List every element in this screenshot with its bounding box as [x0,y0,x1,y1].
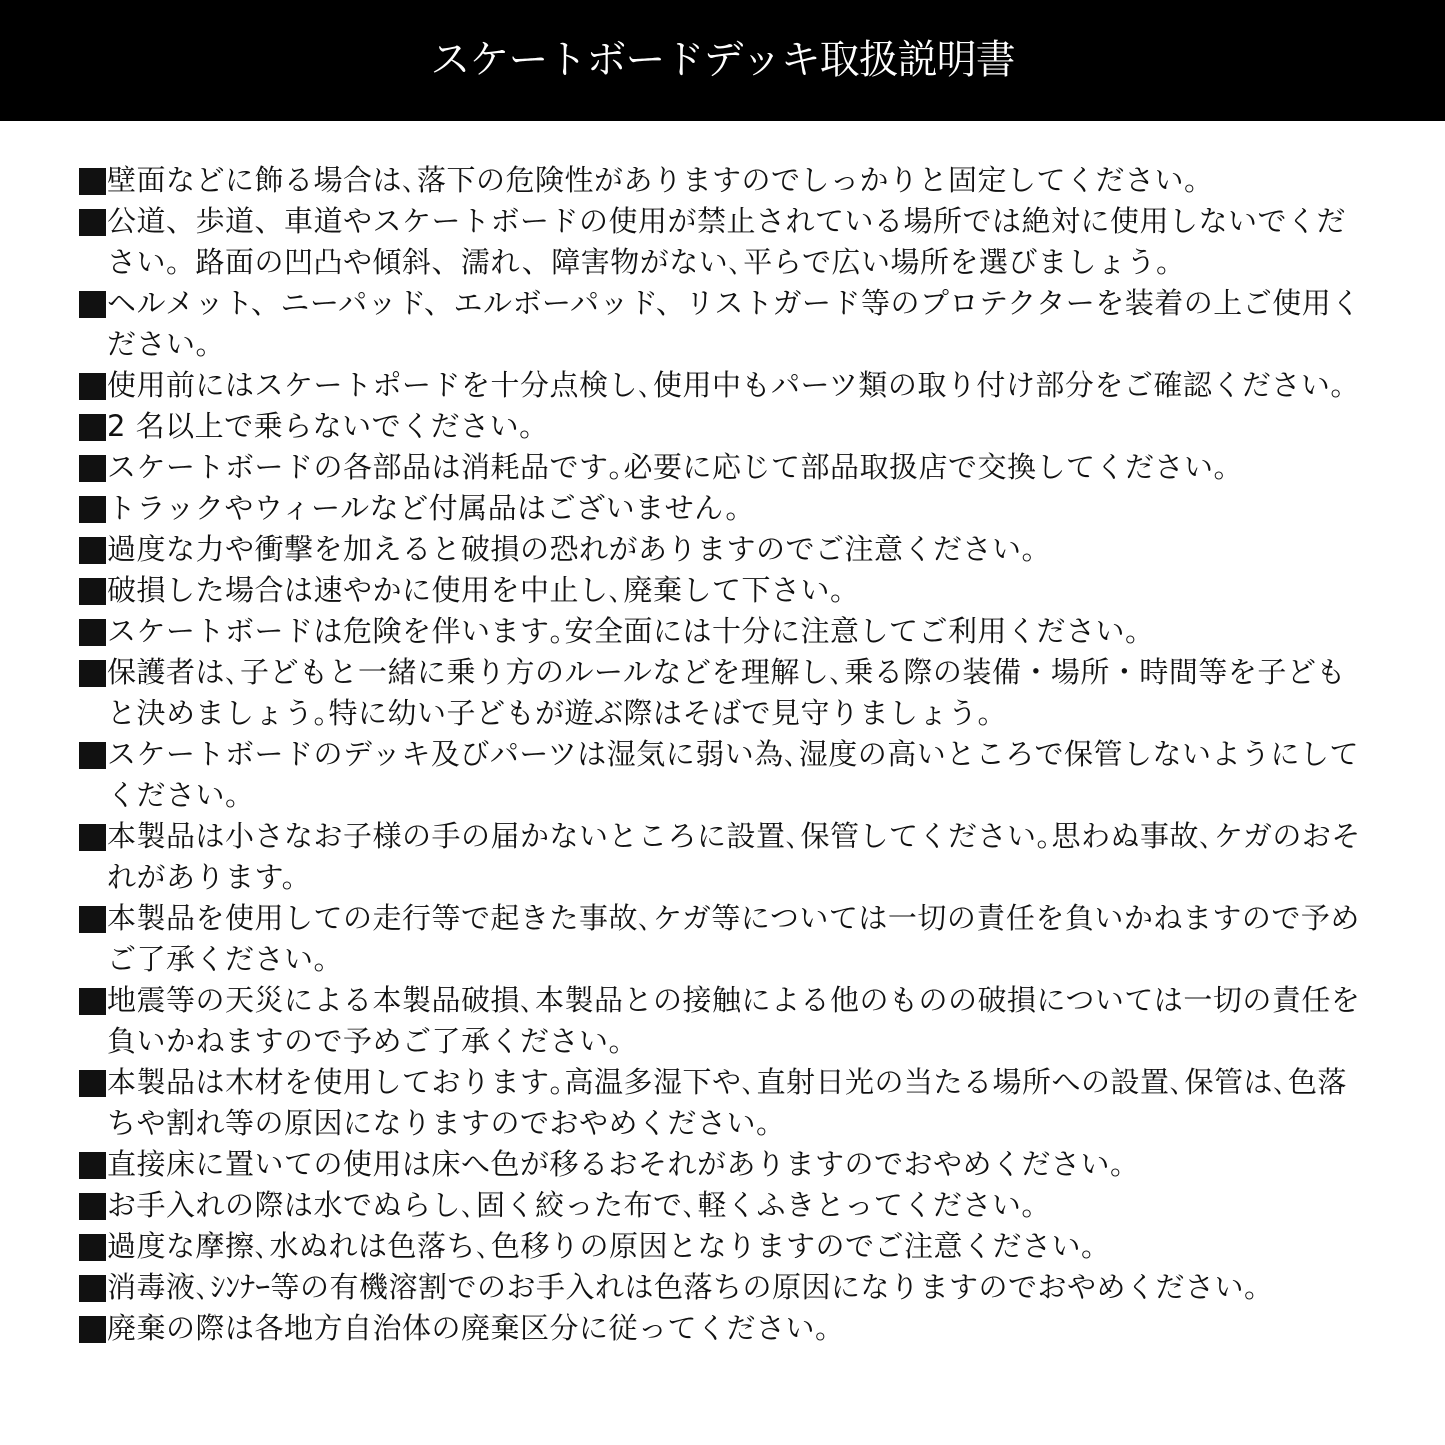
caution-item [78,1267,1368,1308]
square-bullet-icon [78,980,107,1021]
square-bullet-icon [78,283,107,324]
caution-item [78,1062,1368,1144]
caution-text: 破損した場合は速やかに使用を中止し､廃棄して下さい。 [107,573,860,607]
caution-text: 本製品を使用しての走行等で起きた事故､ケガ等については一切の責任を負いかねますので予めご了承ください。 [107,901,1360,976]
caution-text: 本製品は小さなお子様の手の届かないところに設置､保管してください｡思わぬ事故､ケガのおそれがあります。 [107,819,1361,894]
page-title: スケートボードデッキ取扱説明書 [430,36,1015,83]
caution-text: 廃棄の際は各地方自治体の廃棄区分に従ってください。 [107,1311,845,1345]
square-bullet-icon [78,816,107,857]
square-bullet-icon [78,529,107,570]
caution-item [78,816,1368,898]
caution-text: 本製品は木材を使用しております｡高温多湿下や､直射日光の当たる場所への設置､保管は､色落ちや割れ等の原因になりますのでおやめください。 [107,1065,1348,1140]
caution-item [78,611,1368,652]
caution-list [78,160,1368,1349]
caution-item [78,529,1368,570]
caution-item [78,734,1368,816]
caution-text: ヘルメット、ニーパッド、エルボーパッド、リストガード等のプロテクターを装着の上ご使用ください。 [107,286,1361,361]
square-bullet-icon [78,1226,107,1267]
caution-text: スケートボードのデッキ及びパーツは湿気に弱い為､湿度の高いところで保管しないようにしてください。 [107,737,1359,812]
square-bullet-icon [78,1308,107,1349]
caution-text: 使用前にはスケートポードを十分点検し､使用中もパーツ類の取り付け部分をご確認ください。 [107,368,1360,402]
caution-item [78,488,1368,529]
caution-item [78,898,1368,980]
caution-item [78,365,1368,406]
caution-item [78,406,1368,447]
caution-text: 公道、歩道、車道やスケートボードの使用が禁止されている場所では絶対に使用しないでください。路面の凹凸や傾斜、濡れ、障害物がない､平らで広い場所を選びましょう。 [107,204,1347,279]
caution-item [78,201,1368,283]
caution-text: 地震等の天災による本製品破損､本製品との接触による他のものの破損については一切の責任を負いかねますので予めご了承ください。 [107,983,1361,1058]
square-bullet-icon [78,201,107,242]
square-bullet-icon [78,488,107,529]
caution-text: お手入れの際は水でぬらし､固く絞った布で､軽くふきとってください。 [107,1188,1051,1222]
caution-item [78,1308,1368,1349]
square-bullet-icon [78,365,107,406]
square-bullet-icon [78,734,107,775]
caution-text: トラックやウィールなど付属品はございません。 [107,491,755,525]
square-bullet-icon [78,1062,107,1103]
caution-text: 過度な摩擦､水ぬれは色落ち､色移りの原因となりますのでご注意ください。 [107,1229,1111,1263]
caution-text: 保護者は､子どもと一緒に乗り方のルールなどを理解し､乗る際の装備・場所・時間等を子どもと決めましょう｡特に幼い子どもが遊ぶ際はそばで見守りましょう。 [107,655,1346,730]
square-bullet-icon [78,447,107,488]
caution-text: スケートボードの各部品は消耗品です｡必要に応じて部品取扱店で交換してください。 [107,450,1244,484]
caution-text: 直接床に置いての使用は床へ色が移るおそれがありますのでおやめください。 [107,1147,1140,1181]
caution-item [78,570,1368,611]
square-bullet-icon [78,611,107,652]
square-bullet-icon [78,1144,107,1185]
square-bullet-icon [78,570,107,611]
square-bullet-icon [78,652,107,693]
caution-text: 過度な力や衝撃を加えると破損の恐れがありますのでご注意ください。 [107,532,1052,566]
caution-item [78,980,1368,1062]
caution-item [78,447,1368,488]
caution-item [78,283,1368,365]
caution-text: 消毒液､ｼﾝﾅｰ等の有機溶割でのお手入れは色落ちの原因になりますのでおやめください。 [107,1270,1274,1304]
caution-item [78,652,1368,734]
header-bar [0,0,1445,121]
caution-item [78,160,1368,201]
caution-text: スケートボードは危険を伴います｡安全面には十分に注意してご利用ください。 [107,614,1155,648]
caution-item [78,1226,1368,1267]
caution-item [78,1185,1368,1226]
square-bullet-icon [78,1267,107,1308]
caution-item [78,1144,1368,1185]
square-bullet-icon [78,898,107,939]
square-bullet-icon [78,1185,107,1226]
square-bullet-icon [78,160,107,201]
caution-text: 2 名以上で乗らないでください。 [107,409,549,443]
caution-text: 壁面などに飾る場合は､落下の危険性がありますのでしっかりと固定してください。 [107,163,1214,197]
square-bullet-icon [78,406,107,447]
